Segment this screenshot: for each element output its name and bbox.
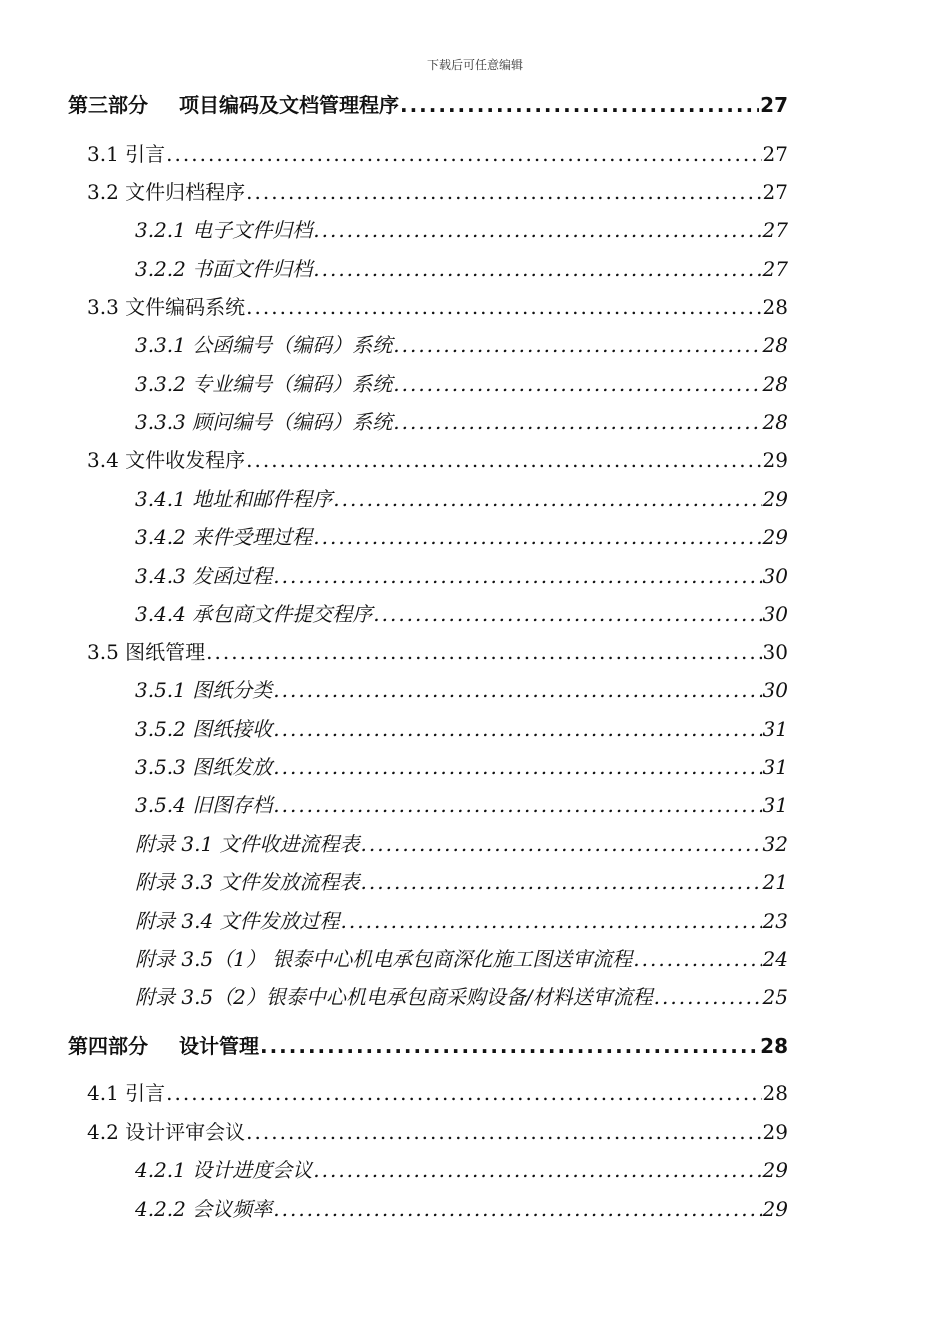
- dot-leader: [393, 410, 761, 434]
- toc-entry[interactable]: [87, 444, 788, 473]
- toc-entry[interactable]: [87, 291, 788, 320]
- toc-entry-label: 4.2.2 会议频率: [135, 1197, 273, 1221]
- toc-entry-page-number: 31: [762, 755, 788, 779]
- toc-entry-label: 3.2 文件归档程序: [87, 180, 246, 204]
- toc-entry-label: 3.4.1 地址和邮件程序: [135, 487, 333, 511]
- toc-entry-label: 4.1 引言: [87, 1081, 166, 1105]
- dot-leader: [654, 985, 762, 1009]
- dot-leader: [166, 1081, 761, 1105]
- dot-leader: [313, 257, 761, 281]
- toc-entry-page-number: 30: [762, 564, 788, 588]
- toc-entry-page-number: 28: [762, 295, 788, 319]
- toc-entry-label: 附录 3.1 文件收进流程表: [135, 832, 360, 856]
- toc-entry[interactable]: [135, 598, 788, 627]
- dot-leader: [260, 1034, 759, 1058]
- toc-entry-page-number: 29: [762, 1158, 788, 1182]
- dot-leader: [393, 372, 761, 396]
- toc-entry[interactable]: [68, 1030, 788, 1059]
- toc-entry-label: 3.3 文件编码系统: [87, 295, 246, 319]
- dot-leader: [313, 525, 761, 549]
- toc-entry-page-number: 28: [762, 410, 788, 434]
- toc-entry[interactable]: [135, 483, 788, 512]
- toc-entry-label: 3.4.3 发函过程: [135, 564, 273, 588]
- toc-entry-label: 3.5.2 图纸接收: [135, 717, 273, 741]
- toc-entry-label: 4.2 设计评审会议: [87, 1120, 246, 1144]
- toc-entry[interactable]: [135, 253, 788, 282]
- dot-leader: [246, 295, 761, 319]
- toc-entry-label: 3.3.3 顾问编号（编码）系统: [135, 410, 393, 434]
- toc-entry[interactable]: [135, 828, 788, 857]
- toc-entry-page-number: 27: [762, 218, 788, 242]
- toc-entry-page-number: 27: [762, 257, 788, 281]
- toc-entry[interactable]: [135, 905, 788, 934]
- page-header: 下载后可任意编辑: [426, 58, 523, 72]
- toc-entry-label: 3.3.1 公函编号（编码）系统: [135, 333, 393, 357]
- toc-entry-label: 3.5.3 图纸发放: [135, 755, 273, 779]
- toc-entry-label: 3.4 文件收发程序: [87, 448, 246, 472]
- dot-leader: [273, 755, 761, 779]
- toc-entry-page-number: 30: [762, 640, 788, 664]
- toc-entry-page-number: 28: [762, 1081, 788, 1105]
- toc-entry-label: 第三部分 项目编码及文档管理程序: [68, 93, 399, 117]
- toc-entry-page-number: 30: [762, 678, 788, 702]
- toc-entry[interactable]: [135, 713, 788, 742]
- toc-entry[interactable]: [135, 329, 788, 358]
- toc-entry-label: 附录 3.5（2）银泰中心机电承包商采购设备/材料送审流程: [135, 985, 653, 1009]
- toc-entry-label: 3.5.4 旧图存档: [135, 793, 273, 817]
- toc-entry-label: 3.3.2 专业编号（编码）系统: [135, 372, 393, 396]
- toc-entry[interactable]: [87, 636, 788, 665]
- dot-leader: [273, 564, 761, 588]
- toc-entry-label: 3.5.1 图纸分类: [135, 678, 273, 702]
- toc-entry[interactable]: [135, 866, 788, 895]
- toc-entry-label: 附录 3.4 文件发放过程: [135, 909, 340, 933]
- dot-leader: [400, 93, 759, 117]
- toc-entry[interactable]: [87, 176, 788, 205]
- toc-entry-page-number: 31: [762, 793, 788, 817]
- toc-entry[interactable]: [135, 943, 788, 972]
- toc-entry[interactable]: [135, 406, 788, 435]
- toc-entry-page-number: 28: [760, 1034, 788, 1058]
- dot-leader: [246, 1120, 761, 1144]
- dot-leader: [313, 1158, 761, 1182]
- toc-entry-page-number: 29: [762, 448, 788, 472]
- toc-entry-page-number: 21: [762, 870, 788, 894]
- toc-entry[interactable]: [135, 674, 788, 703]
- toc-entry-label: 3.5 图纸管理: [87, 640, 206, 664]
- toc-entry[interactable]: [87, 138, 788, 167]
- toc-entry-label: 3.2.2 书面文件归档: [135, 257, 313, 281]
- toc-entry-label: 3.4.2 来件受理过程: [135, 525, 313, 549]
- toc-entry-page-number: 28: [762, 333, 788, 357]
- toc-entry-page-number: 29: [762, 525, 788, 549]
- toc-entry[interactable]: [135, 751, 788, 780]
- dot-leader: [166, 142, 761, 166]
- toc-entry[interactable]: [87, 1077, 788, 1106]
- toc-entry-page-number: 27: [762, 180, 788, 204]
- toc-entry-page-number: 29: [762, 487, 788, 511]
- dot-leader: [373, 602, 761, 626]
- toc-entry[interactable]: [135, 214, 788, 243]
- dot-leader: [361, 832, 762, 856]
- dot-leader: [333, 487, 761, 511]
- toc-entry-page-number: 27: [762, 142, 788, 166]
- dot-leader: [273, 1197, 761, 1221]
- toc-entry-label: 3.1 引言: [87, 142, 166, 166]
- dot-leader: [313, 218, 761, 242]
- toc-entry-label: 3.2.1 电子文件归档: [135, 218, 313, 242]
- toc-entry-page-number: 30: [762, 602, 788, 626]
- toc-entry-page-number: 32: [762, 832, 788, 856]
- toc-entry[interactable]: [68, 89, 788, 118]
- dot-leader: [361, 870, 762, 894]
- toc-entry-page-number: 28: [762, 372, 788, 396]
- toc-entry-page-number: 29: [762, 1197, 788, 1221]
- dot-leader: [273, 717, 761, 741]
- toc-entry-page-number: 27: [760, 93, 788, 117]
- toc-entry-page-number: 31: [762, 717, 788, 741]
- dot-leader: [273, 678, 761, 702]
- toc-entry-label: 4.2.1 设计进度会议: [135, 1158, 313, 1182]
- toc-entry[interactable]: [135, 1193, 788, 1222]
- toc-entry-label: 第四部分 设计管理: [68, 1034, 259, 1058]
- dot-leader: [246, 448, 761, 472]
- dot-leader: [633, 947, 761, 971]
- toc-entry[interactable]: [135, 560, 788, 589]
- toc-entry[interactable]: [135, 368, 788, 397]
- toc-entry[interactable]: [135, 1154, 788, 1183]
- toc-entry[interactable]: [135, 521, 788, 550]
- toc-entry-label: 3.4.4 承包商文件提交程序: [135, 602, 373, 626]
- dot-leader: [273, 793, 761, 817]
- toc-entry[interactable]: [135, 981, 788, 1010]
- toc-entry-page-number: 24: [762, 947, 788, 971]
- toc-entry-label: 附录 3.5（1） 银泰中心机电承包商深化施工图送审流程: [135, 947, 633, 971]
- toc-entry[interactable]: [135, 789, 788, 818]
- toc-entry[interactable]: [87, 1116, 788, 1145]
- toc-entry-label: 附录 3.3 文件发放流程表: [135, 870, 360, 894]
- toc-entry-page-number: 29: [762, 1120, 788, 1144]
- toc-entry-page-number: 25: [762, 985, 788, 1009]
- dot-leader: [206, 640, 761, 664]
- dot-leader: [341, 909, 762, 933]
- dot-leader: [246, 180, 761, 204]
- toc-entry-page-number: 23: [762, 909, 788, 933]
- dot-leader: [393, 333, 761, 357]
